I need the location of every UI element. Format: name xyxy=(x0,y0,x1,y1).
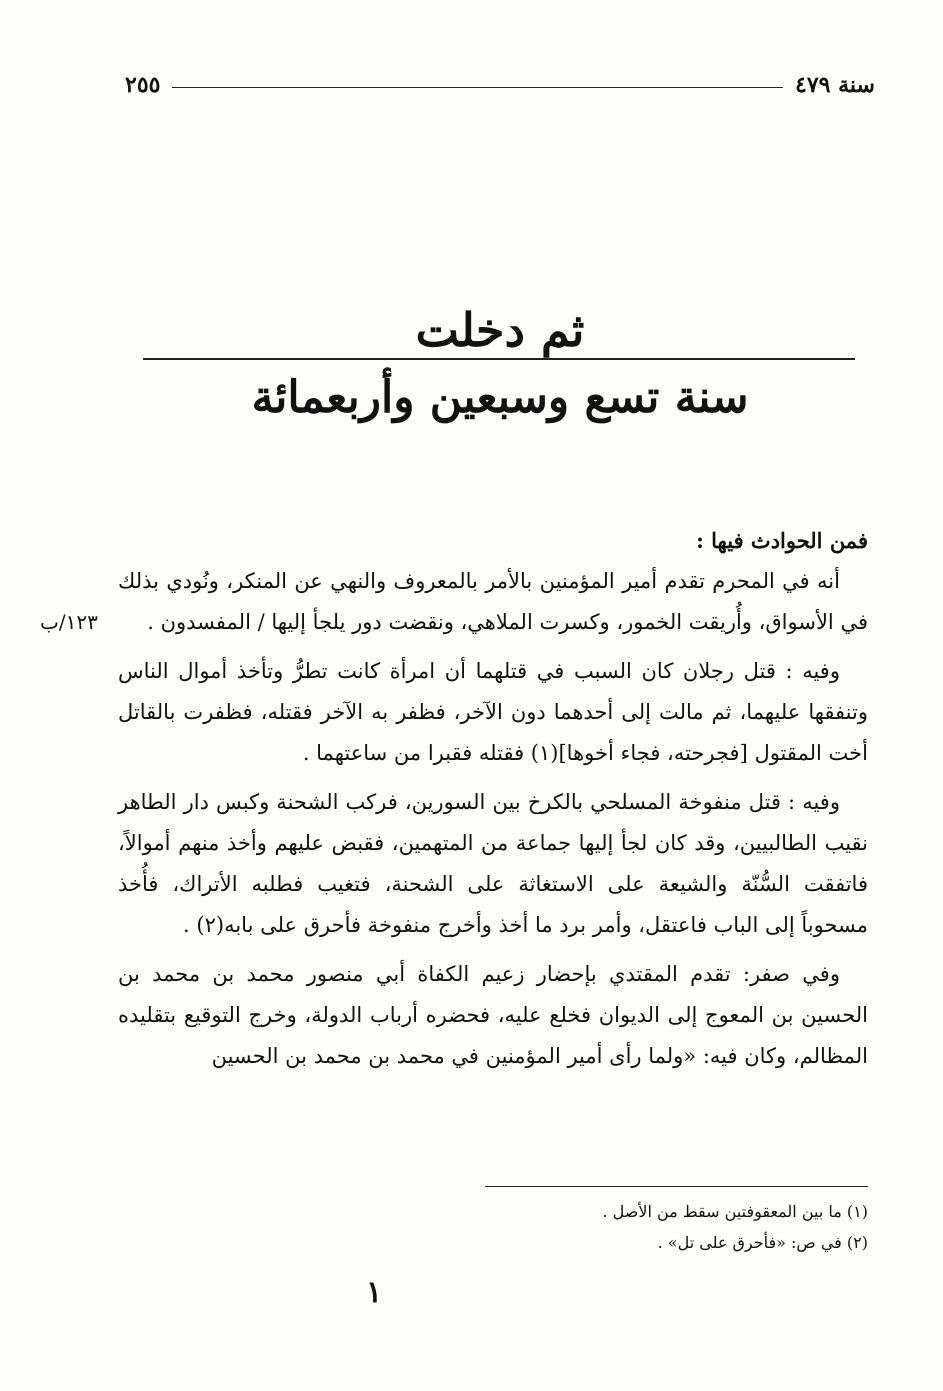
header-rule xyxy=(172,87,783,88)
paragraph-2: وفيه : قتل رجلان كان السبب في قتلهما أن امرأة كانت تطرُّ وتأخذ أموال الناس وتنفقها عليهما، ثم مالت إلى أحدهما دون الآخر، فظفر به الآخر فقتله، فظفرت بالقاتل أخت المقتول [فجرحته، فجاء أخوها](١) فقتله فقبرا من ساعتهما . xyxy=(118,659,868,765)
paragraph-4: وفي صفر: تقدم المقتدي بإحضار زعيم الكفاة أبي منصور محمد بن محمد بن الحسين بن المعوج إلى الديوان فخلع عليه، فحضره أرباب الدولة، وخرج التوقيع بتقليده المظالم، وكان فيه: «ولما رأى أمير المؤمنين في محمد بن محمد بن الحسين xyxy=(118,962,868,1068)
footnote-1: (١) ما بين المعقوفتين سقط من الأصل . xyxy=(602,1202,868,1221)
paragraph-1-text: أنه في المحرم تقدم أمير المؤمنين بالأمر بالمعروف والنهي عن المنكر، ونُودي بذلك في الأسواق، وأُريقت الخمور، وكسرت الملاهي، ونقضت دور يلجأ إليها / المفسدون . xyxy=(118,569,868,634)
title-divider xyxy=(143,358,855,360)
paragraph-1 xyxy=(40,561,868,643)
paragraph-3: وفيه : قتل منفوخة المسلحي بالكرخ بين السورين، فركب الشحنة وكبس دار الطاهر نقيب الطالبيين، وقد كان لجأ إليها جماعة من المتهمين، فقبض عليهم وأخذ منهم أموالاً، فاتفقت السُّنّة والشيعة على الاستغاثة على الشحنة، فتغيب فطلبه الأتراك، فأُخذ مسحوباً إلى الباب فاعتقل، وأمر برد ما أخذ وأخرج منفوخة فأحرق على بابه(٢) . xyxy=(118,790,868,937)
title-line-2: سنة تسع وسبعين وأربعمائة xyxy=(251,372,749,423)
main-text xyxy=(40,520,868,1085)
header-year: سنة ٤٧٩ xyxy=(795,72,875,98)
page-number: ٢٥٥ xyxy=(125,72,161,98)
signature-mark: ١ xyxy=(366,1275,383,1310)
title-line-1: ثم دخلت xyxy=(415,303,585,357)
footnote-2: (٢) في ص: «فأحرق على تل» . xyxy=(657,1233,868,1252)
section-lead: فمن الحوادث فيها : xyxy=(696,528,868,553)
footnote-divider xyxy=(485,1186,868,1187)
running-header xyxy=(125,70,875,100)
footnotes xyxy=(300,1196,868,1258)
manuscript-folio-note: ١٢٣/ب xyxy=(40,610,98,634)
